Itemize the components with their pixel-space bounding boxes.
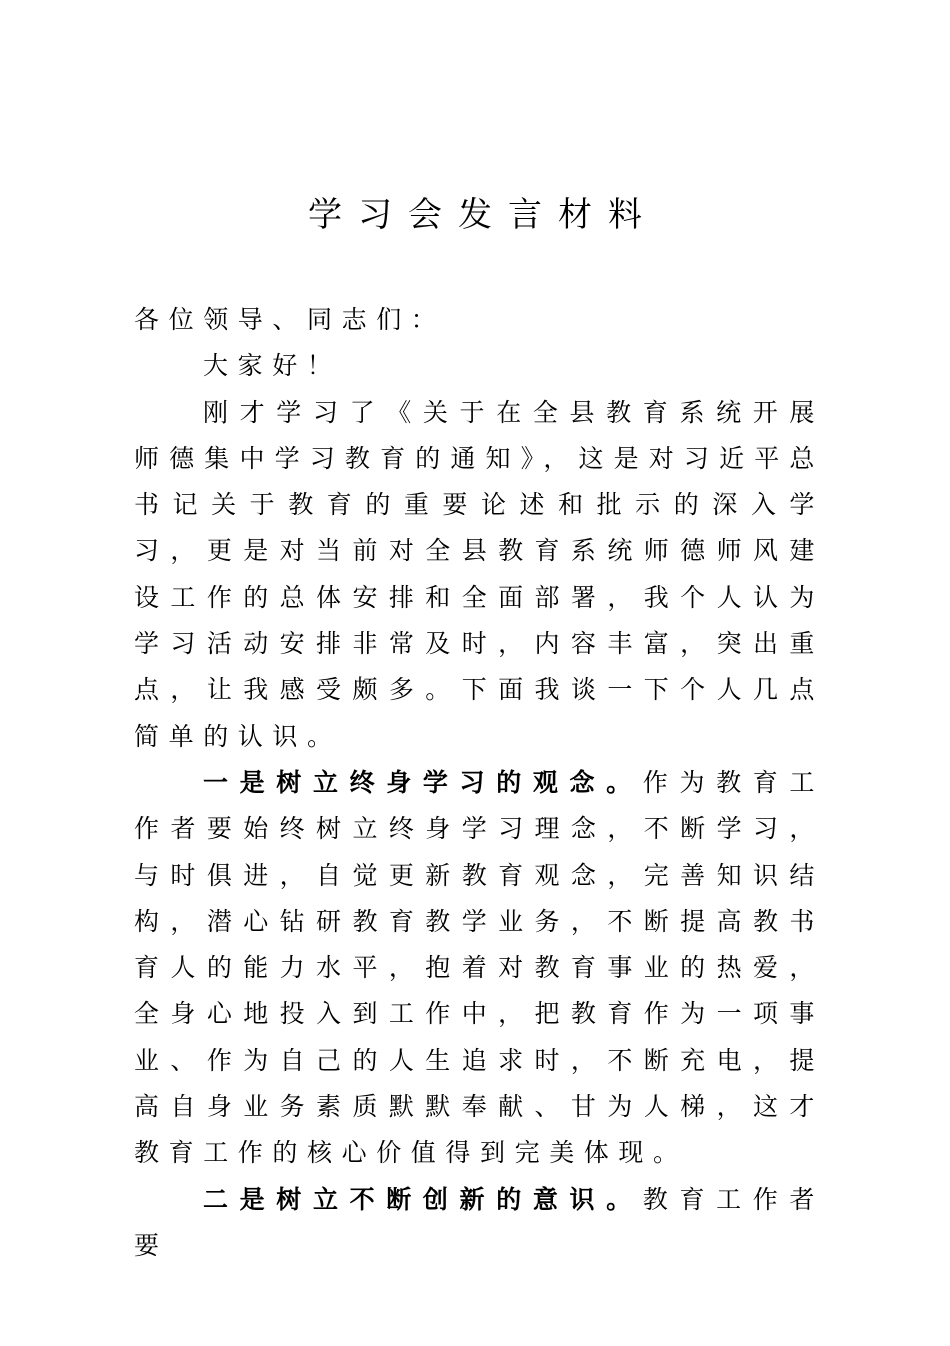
greeting: 大家好！	[203, 351, 342, 381]
point-two-heading: 二是树立不断创新的意识。	[203, 1184, 643, 1214]
point-two-text: 教育工作者要	[134, 1184, 824, 1260]
point-one-heading: 一是树立终身学习的观念。	[203, 767, 643, 797]
paragraph-intro-text: 刚才学习了《关于在全县教育系统开展师德集中学习教育的通知》，这是对习近平总书记关于教育的重要论述和批示的深入学习，更是对当前对全县教育系统师德师风建设工作的总体安排和全面部署，我个人认为学习活动安排非常及时，内容丰富，突出重点，让我感受颇多。下面我谈一下个人几点简单的认识。	[134, 397, 824, 751]
paragraph-intro	[134, 390, 824, 760]
document-title: 学习会发言材料	[308, 195, 658, 235]
document-body	[134, 297, 824, 1269]
salutation: 各位领导、同志们：	[134, 305, 446, 334]
point-one-text: 作为教育工作者要始终树立终身学习理念，不断学习，与时俱进，自觉更新教育观念，完善知识结构，潜心钻研教育教学业务，不断提高教书育人的能力水平，抱着对教育事业的热爱，全身心地投入到工作中，把教育作为一项事业、作为自己的人生追求时，不断充电，提高自身业务素质默默奉献、甘为人梯，这才教育工作的核心价值得到完美体现。	[134, 767, 824, 1168]
paragraph-point-one	[134, 760, 824, 1177]
paragraph-point-two	[134, 1177, 824, 1270]
